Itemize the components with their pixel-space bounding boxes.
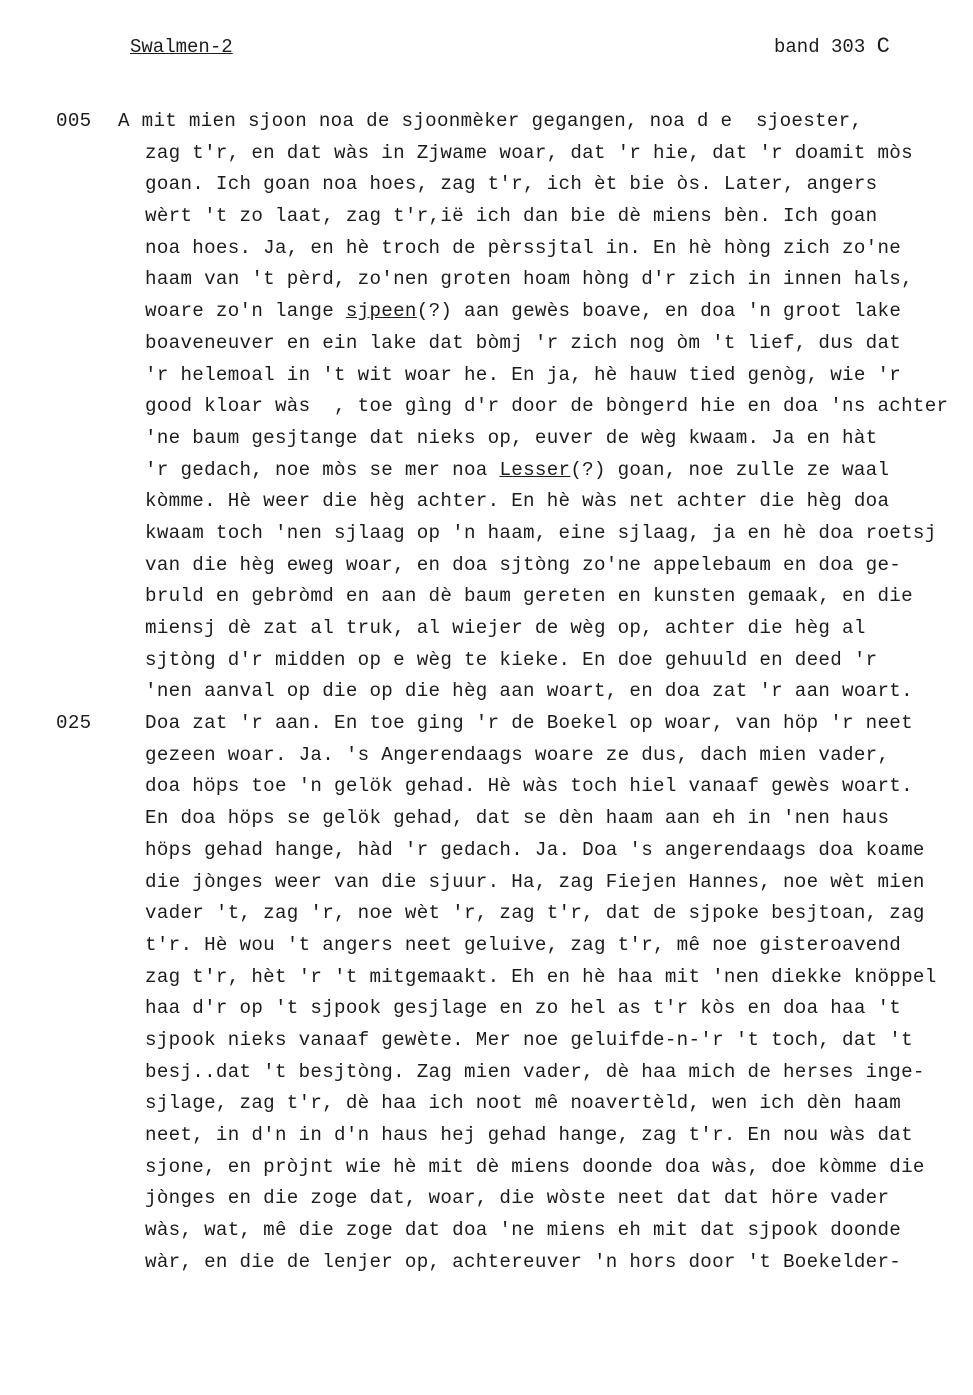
line-segment: bruld en gebròmd en aan dè baum gereten en kunsten gemaak, en die: [145, 585, 913, 608]
line-text: [145, 486, 889, 518]
line-segment: zag t'r, hèt 'r 't mitgemaakt. Eh en hè haa mit 'nen diekke knöppel: [145, 965, 937, 988]
line-text: [145, 328, 901, 360]
line-segment: wèrt 't zo laat, zag t'r,ië ich dan bie dè miens bèn. Ich goan: [145, 205, 878, 228]
transcript-line: [0, 296, 973, 328]
transcript-line: [0, 138, 973, 170]
transcript-line: [0, 550, 973, 582]
transcript-line: [0, 581, 973, 613]
line-segment: 'r helemoal in 't wit woar he. En ja, hè hauw tied genòg, wie 'r: [145, 363, 902, 386]
line-text: [145, 1025, 913, 1057]
line-segment: 'r gedach, noe mòs se mer noa: [145, 458, 500, 481]
line-segment: neet, in d'n in d'n haus hej gehad hange, zag t'r. En nou wàs dat: [145, 1124, 913, 1146]
line-segment: kòmme. Hè weer die hèg achter. En hè wàs net achter die hèg doa: [145, 490, 890, 513]
line-text: [145, 169, 878, 201]
transcript-line: [0, 1183, 973, 1215]
header-location: Swalmen-2: [130, 36, 233, 58]
line-text: [145, 645, 878, 677]
transcript-line: [0, 233, 973, 265]
line-segment: noa hoes. Ja, en hè troch de pèrssjtal in. En hè hòng zich zo'ne: [145, 236, 902, 259]
line-text: [145, 1215, 901, 1247]
transcript-line: [0, 708, 973, 740]
transcript-line: [0, 264, 973, 296]
transcript-line: [0, 771, 973, 803]
transcript-line: [0, 1247, 973, 1279]
line-text: [145, 1247, 901, 1279]
line-text: [145, 1088, 901, 1120]
transcript-line: [0, 676, 973, 708]
header-tape-label: band 303: [774, 36, 866, 58]
line-text: [145, 1183, 889, 1215]
transcript-line: [0, 835, 973, 867]
transcript-line: [0, 1215, 973, 1247]
line-segment: sjlage, zag t'r, dè haa ich noot mê noavertèld, wen ich dèn haam: [145, 1092, 902, 1115]
line-text: [145, 296, 901, 328]
line-text: [145, 1120, 913, 1152]
line-segment: haam van 't pèrd, zo'nen groten hoam hòng d'r zich in innen hals,: [145, 268, 913, 291]
header-tape-side-mark: C: [876, 34, 890, 59]
line-segment: wàr, en die de lenjer op, achtereuver 'n hors door 't Boekelder-: [145, 1250, 902, 1273]
line-segment: (?) aan gewès boave, en doa 'n groot lake: [416, 300, 902, 323]
line-segment: 'nen aanval op die op die hèg aan woart, en doa zat 'r aan woart.: [145, 680, 913, 703]
line-segment: zag t'r, en dat wàs in Zjwame woar, dat 'r hie, dat 'r doamit mòs: [145, 141, 913, 164]
transcript-line: [0, 1088, 973, 1120]
line-text: [145, 708, 913, 740]
line-text: [145, 676, 913, 708]
transcript-line: [0, 645, 973, 677]
line-segment: goan. Ich goan noa hoes, zag t'r, ich èt bie òs. Later, angers: [145, 173, 878, 196]
line-text: [145, 233, 901, 265]
line-segment: Doa zat 'r aan. En toe ging 'r de Boekel op woar, van höp 'r neet: [145, 712, 913, 735]
line-text: [145, 1152, 925, 1184]
line-segment: A mit mien sjoon noa de sjoonmèker gegangen, noa d e sjoester,: [118, 110, 863, 132]
transcript-line: [0, 169, 973, 201]
line-segment: doa höps toe 'n gelök gehad. Hè wàs toch hiel vanaaf gewès woart.: [145, 775, 913, 798]
transcript-line: [0, 106, 973, 138]
line-text: [145, 613, 866, 645]
line-text: [145, 423, 878, 455]
line-segment: jònges en die zoge dat, woar, die wòste neet dat dat höre vader: [145, 1187, 890, 1210]
transcript-line: [0, 1152, 973, 1184]
transcript-line: [0, 360, 973, 392]
line-segment: (?) goan, noe zulle ze waal: [570, 458, 890, 481]
line-text: [145, 138, 913, 170]
transcript-line: [0, 1025, 973, 1057]
line-segment: van die hèg eweg woar, en doa sjtòng zo'ne appelebaum en doa ge-: [145, 553, 902, 576]
line-segment: t'r. Hè wou 't angers neet geluive, zag t'r, mê noe gisteroavend: [145, 933, 902, 956]
line-text: [145, 867, 925, 899]
line-text: [118, 106, 862, 138]
line-text: [145, 391, 948, 423]
line-text: [145, 993, 901, 1025]
line-text: [145, 835, 925, 867]
line-text: [145, 1057, 925, 1089]
transcript-body: [0, 106, 973, 1278]
line-text: [145, 360, 901, 392]
transcript-line: [0, 423, 973, 455]
transcript-line: [0, 328, 973, 360]
line-segment: die jònges weer van die sjuur. Ha, zag Fiejen Hannes, noe wèt mien: [145, 870, 925, 893]
transcript-line: [0, 613, 973, 645]
line-text: [145, 930, 901, 962]
transcript-line: [0, 962, 973, 994]
uncertain-word: Lesser: [499, 458, 571, 481]
line-segment: haa d'r op 't sjpook gesjlage en zo hel as t'r kòs en doa haa 't: [145, 997, 902, 1020]
transcript-line: [0, 455, 973, 487]
line-text: [145, 771, 913, 803]
line-text: [145, 550, 901, 582]
line-text: [145, 740, 889, 772]
line-text: [145, 803, 889, 835]
line-segment: boaveneuver en ein lake dat bòmj 'r zich nog òm 't lief, dus dat: [145, 331, 902, 354]
line-segment: 'ne baum gesjtange dat nieks op, euver de wèg kwaam. Ja en hàt: [145, 426, 878, 449]
transcript-line: [0, 1057, 973, 1089]
line-segment: sjone, en pròjnt wie hè mit dè miens doonde doa wàs, doe kòmme die: [145, 1155, 925, 1178]
line-segment: besj..dat 't besjtòng. Zag mien vader, dè haa mich de herses inge-: [145, 1060, 925, 1083]
line-number: 025: [56, 712, 92, 735]
transcript-line: [0, 391, 973, 423]
line-text: [145, 962, 937, 994]
header-tape-number: [774, 34, 890, 59]
line-segment: good kloar wàs , toe gìng d'r door de bòngerd hie en doa 'ns achter: [145, 395, 949, 418]
uncertain-word: sjpeen: [345, 300, 417, 323]
transcript-line: [0, 201, 973, 233]
transcript-line: [0, 740, 973, 772]
transcript-line: [0, 518, 973, 550]
transcript-line: [0, 867, 973, 899]
line-text: [145, 455, 889, 487]
line-segment: woare zo'n lange: [145, 300, 346, 323]
line-number: 005: [56, 110, 92, 132]
line-segment: En doa höps se gelök gehad, dat se dèn haam aan eh in 'nen haus: [145, 807, 890, 830]
line-segment: sjpook nieks vanaaf gewète. Mer noe geluifde-n-'r 't toch, dat 't: [145, 1028, 913, 1051]
line-segment: vader 't, zag 'r, noe wèt 'r, zag t'r, dat de sjpoke besjtoan, zag: [145, 902, 925, 925]
transcript-line: [0, 486, 973, 518]
line-text: [145, 518, 937, 550]
transcript-line: [0, 930, 973, 962]
line-segment: wàs, wat, mê die zoge dat doa 'ne miens eh mit dat sjpook doonde: [145, 1219, 902, 1242]
line-segment: höps gehad hange, hàd 'r gedach. Ja. Doa 's angerendaags doa koame: [145, 838, 925, 861]
line-text: [145, 581, 913, 613]
transcript-line: [0, 898, 973, 930]
line-text: [145, 264, 913, 296]
line-segment: miensj dè zat al truk, al wiejer de wèg op, achter die hèg al: [145, 617, 866, 639]
line-segment: kwaam toch 'nen sjlaag op 'n haam, eine sjlaag, ja en hè doa roetsj: [145, 521, 937, 544]
line-segment: sjtòng d'r midden op e wèg te kieke. En doe gehuuld en deed 'r: [145, 648, 878, 671]
transcript-line: [0, 1120, 973, 1152]
line-segment: gezeen woar. Ja. 's Angerendaags woare ze dus, dach mien vader,: [145, 743, 890, 766]
line-text: [145, 898, 925, 930]
transcript-line: [0, 803, 973, 835]
transcript-line: [0, 993, 973, 1025]
line-text: [145, 201, 878, 233]
